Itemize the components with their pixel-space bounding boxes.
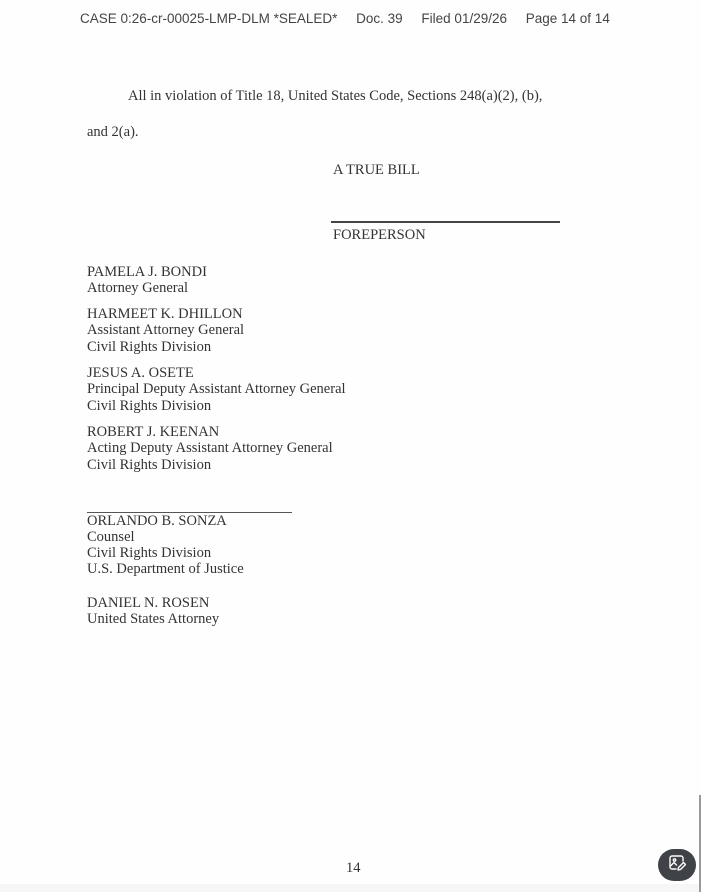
image-edit-icon — [668, 854, 686, 876]
case-header — [80, 11, 625, 26]
case-number: CASE 0:26-cr-00025-LMP-DLM *SEALED* — [80, 11, 338, 26]
foreperson-label: FOREPERSON — [333, 227, 426, 243]
signatory-osete — [87, 365, 346, 414]
signatory-name: HARMEET K. DHILLON — [87, 306, 243, 322]
true-bill-label: A TRUE BILL — [333, 162, 420, 178]
edit-image-button[interactable] — [658, 849, 696, 881]
signatory-division: Civil Rights Division — [87, 339, 212, 355]
signatory-keenan — [87, 424, 333, 473]
signatory-title: Acting Deputy Assistant Attorney General — [87, 440, 333, 456]
doc-number: Doc. 39 — [356, 11, 403, 26]
bottom-edge — [0, 884, 701, 892]
signatory-rosen — [87, 595, 219, 627]
signatory-division: Civil Rights Division — [87, 545, 212, 561]
signatory-title: United States Attorney — [87, 611, 220, 627]
signatory-name: DANIEL N. ROSEN — [87, 595, 210, 611]
signatory-title: Assistant Attorney General — [87, 322, 245, 338]
filed-date: Filed 01/29/26 — [421, 11, 507, 26]
violation-paragraph-line2: and 2(a). — [87, 124, 139, 140]
page-indicator: Page 14 of 14 — [525, 11, 610, 26]
signatory-name: ROBERT J. KEENAN — [87, 424, 220, 440]
signatory-name: JESUS A. OSETE — [87, 365, 194, 381]
violation-paragraph-line1: All in violation of Title 18, United States Code, Sections 248(a)(2), (b), — [128, 88, 543, 104]
signatory-name: ORLANDO B. SONZA — [87, 513, 227, 529]
signatory-dhillon — [87, 306, 244, 355]
signatory-name: PAMELA J. BONDI — [87, 264, 207, 280]
signatory-sonza — [87, 513, 244, 577]
signatory-division: Civil Rights Division — [87, 398, 212, 414]
signatory-title: Counsel — [87, 529, 135, 545]
signatory-bondi — [87, 264, 207, 296]
signatory-title: Attorney General — [87, 280, 189, 296]
signatory-title: Principal Deputy Assistant Attorney General — [87, 381, 346, 397]
signatory-department: U.S. Department of Justice — [87, 561, 244, 577]
foreperson-signature-line — [331, 221, 560, 223]
signatory-division: Civil Rights Division — [87, 457, 212, 473]
page-number: 14 — [346, 860, 361, 876]
